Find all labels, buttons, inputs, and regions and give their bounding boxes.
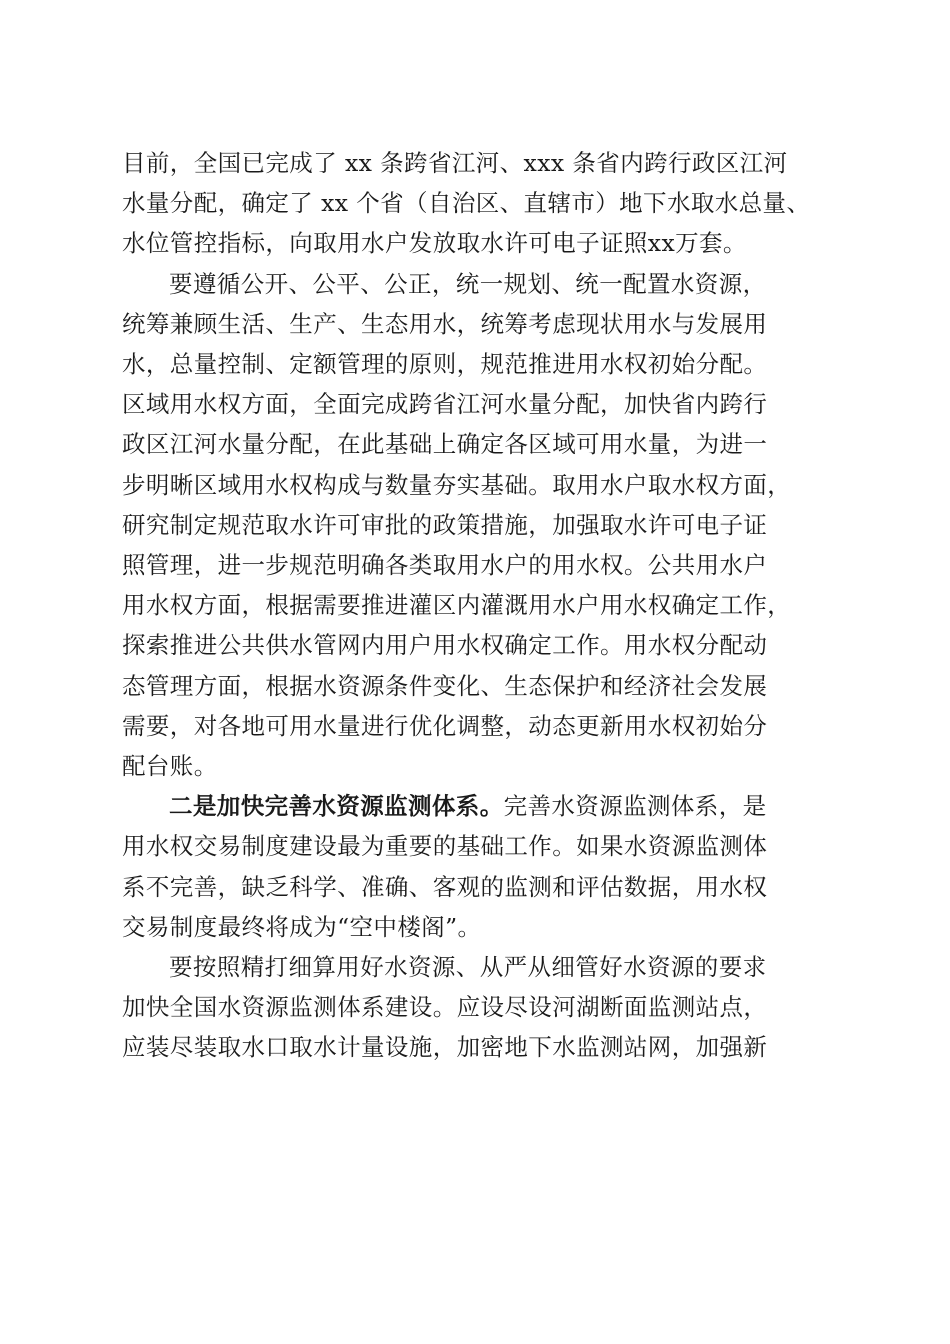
paragraph-2 — [122, 264, 828, 787]
text-line-rest: 完善水资源监测体系，是 — [503, 792, 767, 821]
paragraph-4 — [122, 947, 828, 1068]
text-line: 需要，对各地可用水量进行优化调整，动态更新用水权初始分 — [122, 711, 768, 740]
text-line: 用水权交易制度建设最为重要的基础工作。如果水资源监测体 — [122, 832, 768, 861]
text-line: 应装尽装取水口取水计量设施，加密地下水监测站网，加强新 — [122, 1033, 768, 1062]
text-line: 水位管控指标，向取用水户发放取水许可电子证照xx万套。 — [122, 229, 747, 258]
text-line: 要按照精打细算用好水资源、从严从细管好水资源的要求 — [169, 953, 767, 982]
text-line: 目前，全国已完成了 xx 条跨省江河、xxx 条省内跨行政区江河 — [122, 149, 788, 177]
paragraph-1 — [122, 143, 828, 264]
text-line: 步明晰区域用水权构成与数量夯实基础。取用水户取水权方面， — [122, 470, 792, 499]
document-body — [122, 143, 828, 1068]
paragraph-3 — [122, 786, 828, 947]
text-line: 用水权方面，根据需要推进灌区内灌溉用水户用水权确定工作， — [122, 591, 792, 620]
text-line: 水量分配，确定了 xx 个省（自治区、直辖市）地下水取水总量、 — [122, 189, 811, 218]
text-line: 照管理，进一步规范明确各类取用水户的用水权。公共用水户 — [122, 551, 768, 580]
text-line: 配台账。 — [122, 752, 218, 781]
text-line: 研究制定规范取水许可审批的政策措施，加强取水许可电子证 — [122, 510, 768, 539]
text-line: 区域用水权方面，全面完成跨省江河水量分配，加快省内跨行 — [122, 390, 768, 419]
text-line: 交易制度最终将成为“空中楼阁”。 — [122, 912, 482, 941]
text-line: 政区江河水量分配，在此基础上确定各区域可用水量，为进一 — [122, 430, 768, 459]
text-line: 要遵循公开、公平、公正，统一规划、统一配置水资源， — [169, 269, 767, 298]
text-line — [122, 786, 828, 826]
text-line: 统筹兼顾生活、生产、生态用水，统筹考虑现状用水与发展用 — [122, 309, 768, 338]
text-line: 系不完善，缺乏科学、准确、客观的监测和评估数据，用水权 — [122, 872, 768, 901]
text-line: 态管理方面，根据水资源条件变化、生态保护和经济社会发展 — [122, 671, 768, 700]
text-line: 加快全国水资源监测体系建设。应设尽设河湖断面监测站点， — [122, 993, 768, 1022]
section-lead-heading: 二是加快完善水资源监测体系。 — [169, 792, 504, 821]
text-line: 水，总量控制、定额管理的原则，规范推进用水权初始分配。 — [122, 350, 768, 379]
text-line: 探索推进公共供水管网内用户用水权确定工作。用水权分配动 — [122, 631, 768, 660]
